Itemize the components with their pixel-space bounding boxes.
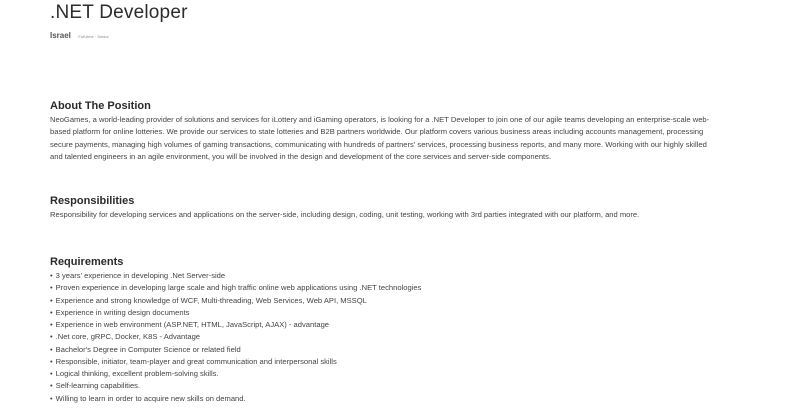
bullet-icon: •: [50, 295, 53, 305]
requirement-item: [50, 319, 710, 331]
bullet-icon: •: [50, 320, 53, 329]
requirement-text: Willing to learn in order to acquire new skills on demand.: [55, 393, 246, 403]
requirements-heading: Requirements: [50, 256, 124, 268]
requirements-section: [50, 255, 710, 405]
bullet-icon: •: [50, 307, 53, 317]
about-section: [50, 99, 710, 194]
requirement-text: Bachelor's Degree in Computer Science or related field: [55, 344, 241, 354]
requirement-text: Experience and strong knowledge of WCF, Multi-threading, Web Services, Web API, MSSQL: [55, 295, 367, 305]
requirement-text: Proven experience in developing large scale and high traffic online web applications using .NET technologies: [55, 283, 422, 293]
responsibilities-section: [50, 194, 710, 255]
job-title: .NET Developer: [50, 2, 188, 23]
bullet-icon: •: [50, 271, 53, 280]
requirement-item: [50, 295, 710, 307]
requirement-item: [50, 307, 710, 319]
responsibilities-heading: Responsibilities: [50, 195, 135, 207]
requirement-item: [50, 356, 710, 368]
responsibilities-text: Responsibility for developing services and applications on the server-side, including design, coding, unit testing, working with 3rd parties integrated with our platform, and more.: [50, 210, 640, 219]
requirement-item: [50, 368, 710, 380]
requirement-text: Logical thinking, excellent problem-solving skills.: [55, 369, 219, 378]
requirement-item: [50, 344, 710, 356]
bullet-icon: •: [50, 332, 53, 342]
bullet-icon: •: [50, 369, 53, 378]
requirement-text: Experience in writing design documents: [55, 307, 190, 317]
about-heading: About The Position: [50, 100, 151, 112]
bullet-icon: •: [50, 356, 53, 366]
bullet-icon: •: [50, 381, 53, 391]
job-tags: Full-time · Senior: [78, 34, 109, 39]
bullet-icon: •: [50, 283, 53, 293]
requirement-item: [50, 393, 710, 405]
job-description: [50, 99, 710, 405]
about-text: NeoGames, a world-leading provider of solutions and services for iLottery and iGaming operators, is looking for a .NET Developer to join one of our agile teams developing an enterprise-scale web-based platform for online lotteries. We provide our services to state lotteries and B2B partners worldwide. Our platform covers various business areas including accounts management, processing secure payments, managing high volumes of gaming transactions, communicating with hundreds of partners' services, processing business reports, and many more. Working with our highly skilled and talented engineers in an agile environment, you will be involved in the design and development of the core services and server-side components.: [50, 115, 710, 161]
requirements-list: [50, 270, 710, 405]
requirement-text: Responsible, initiator, team-player and great communication and interpersonal skills: [55, 356, 337, 366]
requirement-text: Self-learning capabilities.: [55, 381, 141, 391]
bullet-icon: •: [50, 393, 53, 403]
requirement-text: .Net core, gRPC, Docker, K8S - Advantage: [55, 332, 201, 342]
requirement-text: Experience in web environment (ASP.NET, HTML, JavaScript, AJAX) - advantage: [55, 320, 330, 329]
bullet-icon: •: [50, 344, 53, 354]
job-meta: [50, 29, 109, 42]
requirement-item: [50, 331, 710, 343]
requirement-item: [50, 380, 710, 392]
job-location: Israel: [50, 31, 71, 40]
requirement-text: 3 years' experience in developing .Net Server-side: [55, 271, 226, 280]
requirement-item: [50, 270, 710, 282]
requirement-item: [50, 282, 710, 294]
